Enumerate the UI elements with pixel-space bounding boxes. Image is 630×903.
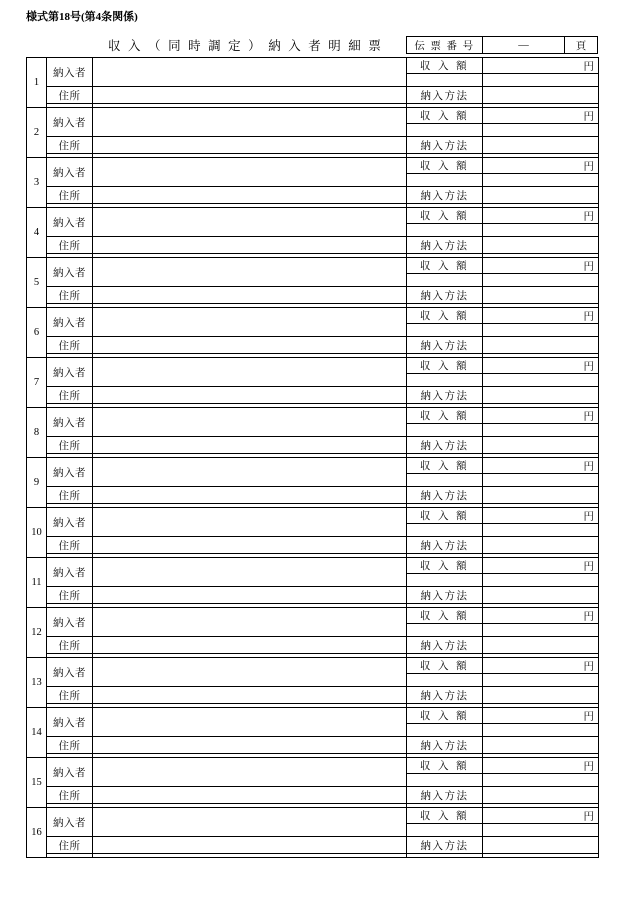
payer-label: 納入者 (47, 708, 93, 737)
amount-extra-field[interactable] (483, 774, 599, 787)
payment-method-label: 納入方法 (407, 287, 483, 304)
amount-extra-field[interactable] (483, 524, 599, 537)
payment-method-field[interactable] (483, 337, 599, 354)
table-row (27, 337, 599, 354)
table-row (27, 537, 599, 554)
address-field[interactable] (93, 487, 407, 504)
amount-field[interactable] (483, 308, 599, 324)
table-row (27, 854, 599, 858)
yen-unit: 円 (583, 611, 594, 622)
payer-name-field[interactable] (93, 308, 407, 337)
table-row (27, 608, 599, 624)
amount-label: 収 入 額 (407, 108, 483, 124)
table-row (27, 208, 599, 224)
address-label: 住所 (47, 237, 93, 254)
amount-label: 収 入 額 (407, 608, 483, 624)
amount-label: 収 入 額 (407, 758, 483, 774)
payer-label: 納入者 (47, 158, 93, 187)
row-number: 9 (27, 458, 47, 508)
table-row (27, 737, 599, 754)
spacer-blank (93, 854, 407, 858)
row-number: 15 (27, 758, 47, 808)
row-number: 5 (27, 258, 47, 308)
payer-label: 納入者 (47, 358, 93, 387)
payer-name-field[interactable] (93, 208, 407, 237)
page-title: 収 入 （ 同 時 調 定 ） 納 入 者 明 細 票 (108, 39, 384, 53)
payment-method-field[interactable] (483, 787, 599, 804)
address-label: 住所 (47, 337, 93, 354)
amount-label: 収 入 額 (407, 308, 483, 324)
payer-name-field[interactable] (93, 658, 407, 687)
table-row (27, 587, 599, 604)
amount-extra-field[interactable] (483, 624, 599, 637)
payer-label: 納入者 (47, 808, 93, 837)
table-row (27, 758, 599, 774)
amount-label-blank (407, 274, 483, 287)
amount-extra-field[interactable] (483, 124, 599, 137)
row-number: 8 (27, 408, 47, 458)
amount-field[interactable] (483, 208, 599, 224)
payer-name-field[interactable] (93, 558, 407, 587)
payer-label: 納入者 (47, 208, 93, 237)
payer-name-field[interactable] (93, 408, 407, 437)
payment-method-label: 納入方法 (407, 687, 483, 704)
payment-method-field[interactable] (483, 837, 599, 854)
yen-unit: 円 (583, 111, 594, 122)
amount-label-blank (407, 374, 483, 387)
address-label: 住所 (47, 437, 93, 454)
address-field[interactable] (93, 587, 407, 604)
address-label: 住所 (47, 787, 93, 804)
amount-label-blank (407, 574, 483, 587)
payment-method-field[interactable] (483, 387, 599, 404)
payment-method-field[interactable] (483, 287, 599, 304)
row-number: 4 (27, 208, 47, 258)
amount-label: 収 入 額 (407, 558, 483, 574)
row-number: 13 (27, 658, 47, 708)
payer-name-field[interactable] (93, 358, 407, 387)
amount-label: 収 入 額 (407, 458, 483, 474)
row-number: 12 (27, 608, 47, 658)
amount-extra-field[interactable] (483, 224, 599, 237)
table-row (27, 308, 599, 324)
address-label: 住所 (47, 87, 93, 104)
amount-label-blank (407, 724, 483, 737)
amount-field[interactable] (483, 608, 599, 624)
yen-unit: 円 (583, 311, 594, 322)
payer-label: 納入者 (47, 658, 93, 687)
amount-field[interactable] (483, 708, 599, 724)
payer-label: 納入者 (47, 608, 93, 637)
payment-method-field[interactable] (483, 487, 599, 504)
row-number: 6 (27, 308, 47, 358)
amount-field[interactable] (483, 358, 599, 374)
spacer-method-value (483, 854, 599, 858)
payment-method-field[interactable] (483, 637, 599, 654)
amount-label: 収 入 額 (407, 208, 483, 224)
row-number: 11 (27, 558, 47, 608)
payment-method-label: 納入方法 (407, 637, 483, 654)
amount-label: 収 入 額 (407, 258, 483, 274)
payment-method-label: 納入方法 (407, 187, 483, 204)
yen-unit: 円 (583, 461, 594, 472)
address-label: 住所 (47, 487, 93, 504)
payment-method-label: 納入方法 (407, 237, 483, 254)
amount-label-blank (407, 424, 483, 437)
address-field[interactable] (93, 537, 407, 554)
table-row (27, 808, 599, 824)
address-label: 住所 (47, 137, 93, 154)
payment-method-label: 納入方法 (407, 437, 483, 454)
table-row (27, 237, 599, 254)
amount-label: 収 入 額 (407, 508, 483, 524)
row-number: 14 (27, 708, 47, 758)
table-row (27, 708, 599, 724)
row-number: 16 (27, 808, 47, 858)
yen-unit: 円 (583, 161, 594, 172)
amount-label: 収 入 額 (407, 58, 483, 74)
amount-field[interactable] (483, 458, 599, 474)
address-field[interactable] (93, 437, 407, 454)
address-label: 住所 (47, 587, 93, 604)
address-field[interactable] (93, 737, 407, 754)
table-row (27, 58, 599, 74)
amount-extra-field[interactable] (483, 674, 599, 687)
form-number: 様式第18号(第4条関係) (26, 11, 138, 23)
address-label: 住所 (47, 687, 93, 704)
address-field[interactable] (93, 137, 407, 154)
amount-label: 収 入 額 (407, 708, 483, 724)
payment-method-field[interactable] (483, 737, 599, 754)
payer-label: 納入者 (47, 108, 93, 137)
amount-label-blank (407, 224, 483, 237)
amount-label: 収 入 額 (407, 408, 483, 424)
table-row (27, 258, 599, 274)
amount-label-blank (407, 674, 483, 687)
address-field[interactable] (93, 337, 407, 354)
payment-method-field[interactable] (483, 587, 599, 604)
payment-method-field[interactable] (483, 437, 599, 454)
payment-method-label: 納入方法 (407, 737, 483, 754)
payer-name-field[interactable] (93, 258, 407, 287)
table-row (27, 87, 599, 104)
address-field[interactable] (93, 387, 407, 404)
payer-label: 納入者 (47, 508, 93, 537)
payment-method-label: 納入方法 (407, 787, 483, 804)
payment-method-label: 納入方法 (407, 87, 483, 104)
table-row (27, 487, 599, 504)
payment-method-label: 納入方法 (407, 487, 483, 504)
amount-extra-field[interactable] (483, 174, 599, 187)
address-field[interactable] (93, 287, 407, 304)
payer-label: 納入者 (47, 308, 93, 337)
payer-name-field[interactable] (93, 508, 407, 537)
payer-name-field[interactable] (93, 108, 407, 137)
table-row (27, 108, 599, 124)
table-row (27, 458, 599, 474)
amount-label-blank (407, 524, 483, 537)
payment-method-field[interactable] (483, 137, 599, 154)
amount-label: 収 入 額 (407, 358, 483, 374)
payment-method-label: 納入方法 (407, 387, 483, 404)
yen-unit: 円 (583, 561, 594, 572)
address-label: 住所 (47, 287, 93, 304)
payment-method-field[interactable] (483, 187, 599, 204)
amount-field[interactable] (483, 158, 599, 174)
address-label: 住所 (47, 737, 93, 754)
table-row (27, 558, 599, 574)
payer-detail-table (26, 57, 599, 858)
table-row (27, 287, 599, 304)
table-row (27, 437, 599, 454)
amount-extra-field[interactable] (483, 274, 599, 287)
address-field[interactable] (93, 187, 407, 204)
table-row (27, 637, 599, 654)
payer-label: 納入者 (47, 58, 93, 87)
row-number: 1 (27, 58, 47, 108)
amount-label-blank (407, 774, 483, 787)
payer-name-field[interactable] (93, 708, 407, 737)
amount-label: 収 入 額 (407, 658, 483, 674)
yen-unit: 円 (583, 661, 594, 672)
payer-name-field[interactable] (93, 608, 407, 637)
amount-extra-field[interactable] (483, 474, 599, 487)
amount-extra-field[interactable] (483, 74, 599, 87)
table-row (27, 387, 599, 404)
table-row (27, 358, 599, 374)
address-field[interactable] (93, 837, 407, 854)
amount-field[interactable] (483, 658, 599, 674)
payer-label: 納入者 (47, 558, 93, 587)
row-number: 2 (27, 108, 47, 158)
amount-field[interactable] (483, 758, 599, 774)
yen-unit: 円 (583, 761, 594, 772)
yen-unit: 円 (583, 411, 594, 422)
address-field[interactable] (93, 687, 407, 704)
payer-label: 納入者 (47, 758, 93, 787)
payment-method-field[interactable] (483, 237, 599, 254)
amount-field[interactable] (483, 58, 599, 74)
payer-label: 納入者 (47, 458, 93, 487)
table-row (27, 658, 599, 674)
amount-extra-field[interactable] (483, 374, 599, 387)
yen-unit: 円 (583, 261, 594, 272)
address-label: 住所 (47, 387, 93, 404)
amount-field[interactable] (483, 408, 599, 424)
address-field[interactable] (93, 637, 407, 654)
payer-name-field[interactable] (93, 808, 407, 837)
slip-header (406, 36, 598, 54)
table-row (27, 787, 599, 804)
amount-label-blank (407, 124, 483, 137)
slip-number-label: 伝 票 番 号 (407, 37, 483, 53)
payment-method-field[interactable] (483, 537, 599, 554)
amount-label: 収 入 額 (407, 808, 483, 824)
amount-extra-field[interactable] (483, 724, 599, 737)
amount-extra-field[interactable] (483, 424, 599, 437)
address-label: 住所 (47, 837, 93, 854)
table-row (27, 837, 599, 854)
spacer-method-label (407, 854, 483, 858)
amount-field[interactable] (483, 558, 599, 574)
amount-label-blank (407, 174, 483, 187)
table-row (27, 687, 599, 704)
amount-extra-field[interactable] (483, 824, 599, 837)
payer-name-field[interactable] (93, 458, 407, 487)
spacer-left (47, 854, 93, 858)
payer-name-field[interactable] (93, 58, 407, 87)
payment-method-label: 納入方法 (407, 337, 483, 354)
table-row (27, 508, 599, 524)
amount-label-blank (407, 824, 483, 837)
payer-label: 納入者 (47, 258, 93, 287)
amount-label: 収 入 額 (407, 158, 483, 174)
amount-extra-field[interactable] (483, 574, 599, 587)
page-label: 頁 (575, 40, 587, 52)
amount-field[interactable] (483, 808, 599, 824)
amount-label-blank (407, 624, 483, 637)
payment-method-field[interactable] (483, 87, 599, 104)
table-row (27, 187, 599, 204)
table-row (27, 137, 599, 154)
yen-unit: 円 (583, 61, 594, 72)
address-field[interactable] (93, 237, 407, 254)
row-number: 7 (27, 358, 47, 408)
amount-label-blank (407, 74, 483, 87)
yen-unit: 円 (583, 511, 594, 522)
slip-number-value[interactable]: — (483, 37, 565, 53)
yen-unit: 円 (583, 811, 594, 822)
table-row (27, 408, 599, 424)
payment-method-label: 納入方法 (407, 537, 483, 554)
payment-method-field[interactable] (483, 687, 599, 704)
address-label: 住所 (47, 187, 93, 204)
amount-field[interactable] (483, 258, 599, 274)
payment-method-label: 納入方法 (407, 587, 483, 604)
payer-label: 納入者 (47, 408, 93, 437)
address-label: 住所 (47, 537, 93, 554)
amount-label-blank (407, 474, 483, 487)
amount-field[interactable] (483, 508, 599, 524)
payment-method-label: 納入方法 (407, 137, 483, 154)
row-number: 10 (27, 508, 47, 558)
yen-unit: 円 (583, 211, 594, 222)
payer-name-field[interactable] (93, 758, 407, 787)
address-label: 住所 (47, 637, 93, 654)
amount-field[interactable] (483, 108, 599, 124)
amount-label-blank (407, 324, 483, 337)
amount-extra-field[interactable] (483, 324, 599, 337)
payer-name-field[interactable] (93, 158, 407, 187)
payment-method-label: 納入方法 (407, 837, 483, 854)
yen-unit: 円 (583, 361, 594, 372)
yen-unit: 円 (583, 711, 594, 722)
address-field[interactable] (93, 87, 407, 104)
table-row (27, 158, 599, 174)
row-number: 3 (27, 158, 47, 208)
address-field[interactable] (93, 787, 407, 804)
